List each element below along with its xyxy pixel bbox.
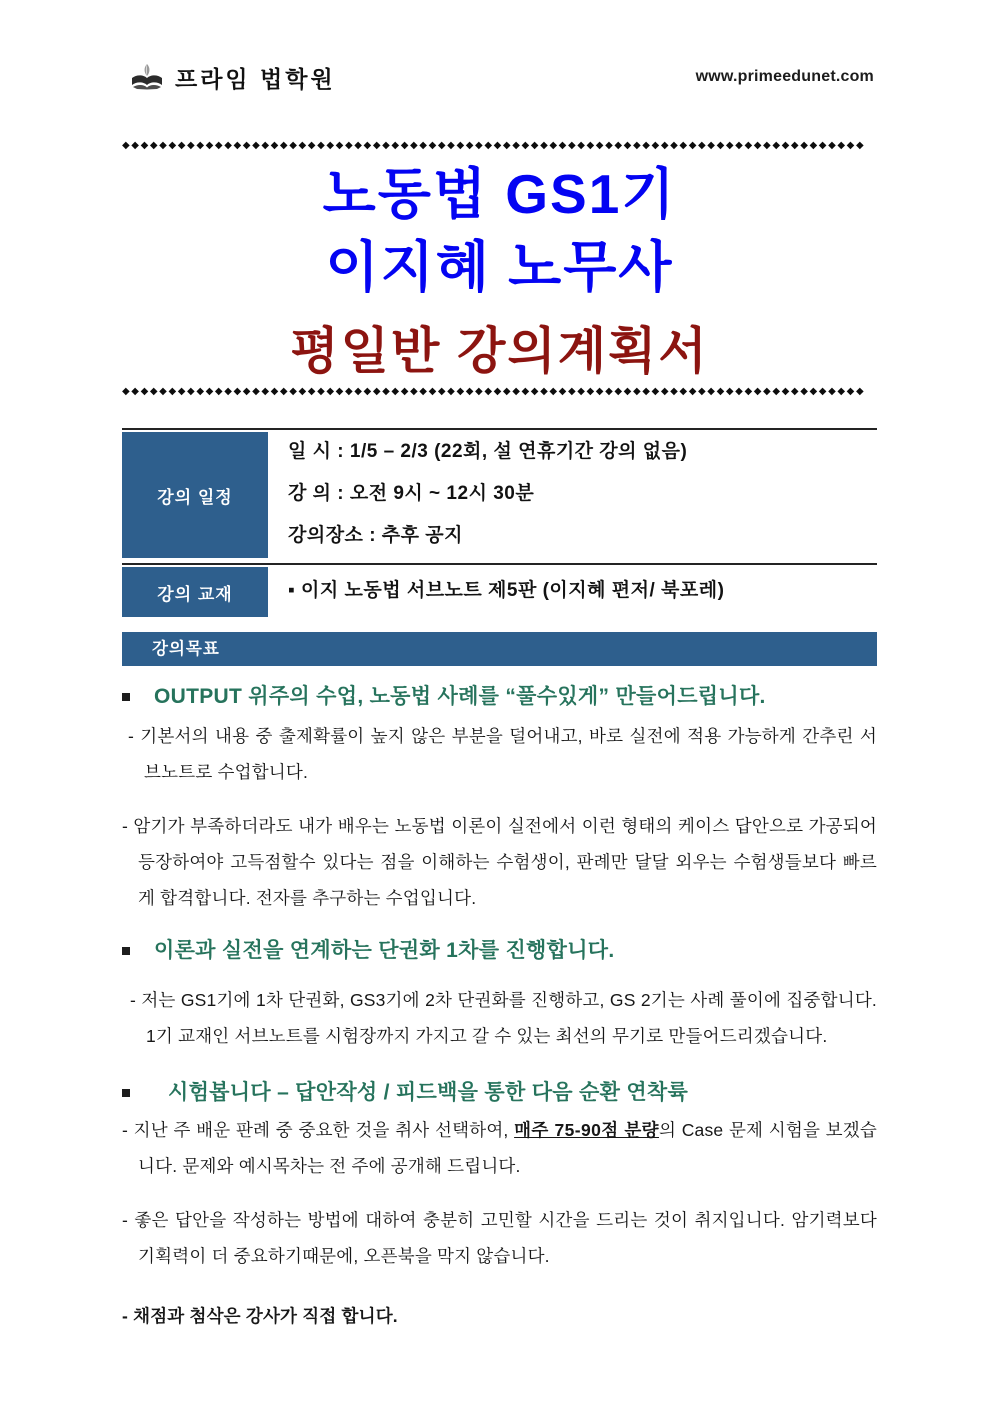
academy-name: 프라임 법학원: [175, 65, 336, 92]
title-block: [122, 158, 877, 382]
bullet-square-icon: [122, 1089, 130, 1097]
goal-heading-3-text: 시험봅니다 – 답안작성 / 피드백을 통한 다음 순환 연착륙: [168, 1081, 689, 1104]
diamond-divider-bottom: ◆◆◆◆◆◆◆◆◆◆◆◆◆◆◆◆◆◆◆◆◆◆◆◆◆◆◆◆◆◆◆◆◆◆◆◆◆◆◆◆◆◆◆◆◆◆◆◆◆◆◆◆◆◆◆◆◆◆◆◆◆◆◆◆◆◆◆◆◆◆◆◆◆◆◆◆◆◆◆◆: [122, 386, 866, 397]
table-row-textbook: [122, 563, 877, 617]
open-book-logo-icon: [128, 58, 166, 96]
website-url: www.primeedunet.com: [695, 68, 874, 85]
goal-3-paragraph-1: [122, 1112, 877, 1184]
page-header: [128, 0, 874, 96]
course-title-line1: 노동법 GS1기: [322, 163, 677, 225]
goal-heading-1-text: OUTPUT 위주의 수업, 노동법 사례를 “풀수있게” 만들어드립니다.: [154, 685, 766, 708]
exam-text-before: - 지난 주 배운 판례 중 중요한 것을 취사 선택하여,: [122, 1120, 515, 1140]
course-title-line3: 평일반 강의계획서: [290, 323, 709, 379]
section-header-goals: 강의목표: [122, 632, 877, 666]
goal-heading-2: [122, 936, 877, 966]
goal-heading-2-text: 이론과 실전을 연계하는 단권화 1차를 진행합니다.: [154, 939, 615, 962]
bullet-square-icon: [122, 693, 130, 701]
textbook-line: ▪ 이지 노동법 서브노트 제5판 (이지혜 편저/ 북포레): [288, 580, 725, 601]
goal-2-paragraph-1: - 저는 GS1기에 1차 단권화, GS3기에 2차 단권화를 진행하고, GS 2기는 사례 풀이에 집중합니다. 1기 교재인 서브노트를 시험장까지 가지고 갈 수 있는 최선의 무기로 만들어드리겠습니다.: [130, 990, 877, 1046]
goal-1-paragraph-1: - 기본서의 내용 중 출제확률이 높지 않은 부분을 덜어내고, 바로 실전에 적용 가능하게 간추린 서브노트로 수업합니다.: [128, 726, 877, 782]
schedule-date-line: 일 시 : 1/5 – 2/3 (22회, 설 연휴기간 강의 없음): [288, 441, 688, 462]
schedule-place-line: 강의장소 : 추후 공지: [288, 525, 463, 546]
diamond-divider-top: ◆◆◆◆◆◆◆◆◆◆◆◆◆◆◆◆◆◆◆◆◆◆◆◆◆◆◆◆◆◆◆◆◆◆◆◆◆◆◆◆◆◆◆◆◆◆◆◆◆◆◆◆◆◆◆◆◆◆◆◆◆◆◆◆◆◆◆◆◆◆◆◆◆◆◆◆◆◆◆◆: [122, 140, 866, 151]
schedule-time-line: 강 의 : 오전 9시 ~ 12시 30분: [288, 483, 535, 504]
table-row-schedule: [122, 428, 877, 558]
goal-3-paragraph-3: - 채점과 첨삭은 강사가 직접 합니다.: [122, 1306, 398, 1326]
schedule-content-cell: [268, 430, 877, 558]
exam-amount-highlight: 매주 75-90점 분량: [514, 1120, 659, 1140]
page-content: [122, 140, 877, 1334]
bullet-square-icon: [122, 947, 130, 955]
goal-heading-3: [122, 1078, 877, 1108]
goal-heading-1: [122, 682, 877, 712]
goal-1-paragraph-2: - 암기가 부족하더라도 내가 배우는 노동법 이론이 실전에서 이런 형태의 케이스 답안으로 가공되어 등장하여야 고득점할수 있다는 점을 이해하는 수험생이, 판례만 달달 외우는 수험생들보다 빠르게 합격합니다. 전자를 추구하는 수업입니다.: [122, 816, 877, 908]
schedule-label-cell: 강의 일정: [122, 432, 268, 558]
exam-text-after: 의 Case 문제 시험을 보겠습니다. 문제와 예시목차는 전 주에 공개해 드립니다.: [138, 1120, 877, 1176]
textbook-content-cell: [268, 565, 877, 617]
goal-3-paragraph-2: - 좋은 답안을 작성하는 방법에 대하여 충분히 고민할 시간을 드리는 것이 취지입니다. 암기력보다 기획력이 더 중요하기때문에, 오픈북을 막지 않습니다.: [122, 1210, 877, 1266]
course-info-table: [122, 428, 877, 617]
course-title-line2: 이지혜 노무사: [325, 236, 674, 298]
textbook-label-cell: 강의 교재: [122, 567, 268, 617]
academy-logo: [128, 58, 336, 96]
